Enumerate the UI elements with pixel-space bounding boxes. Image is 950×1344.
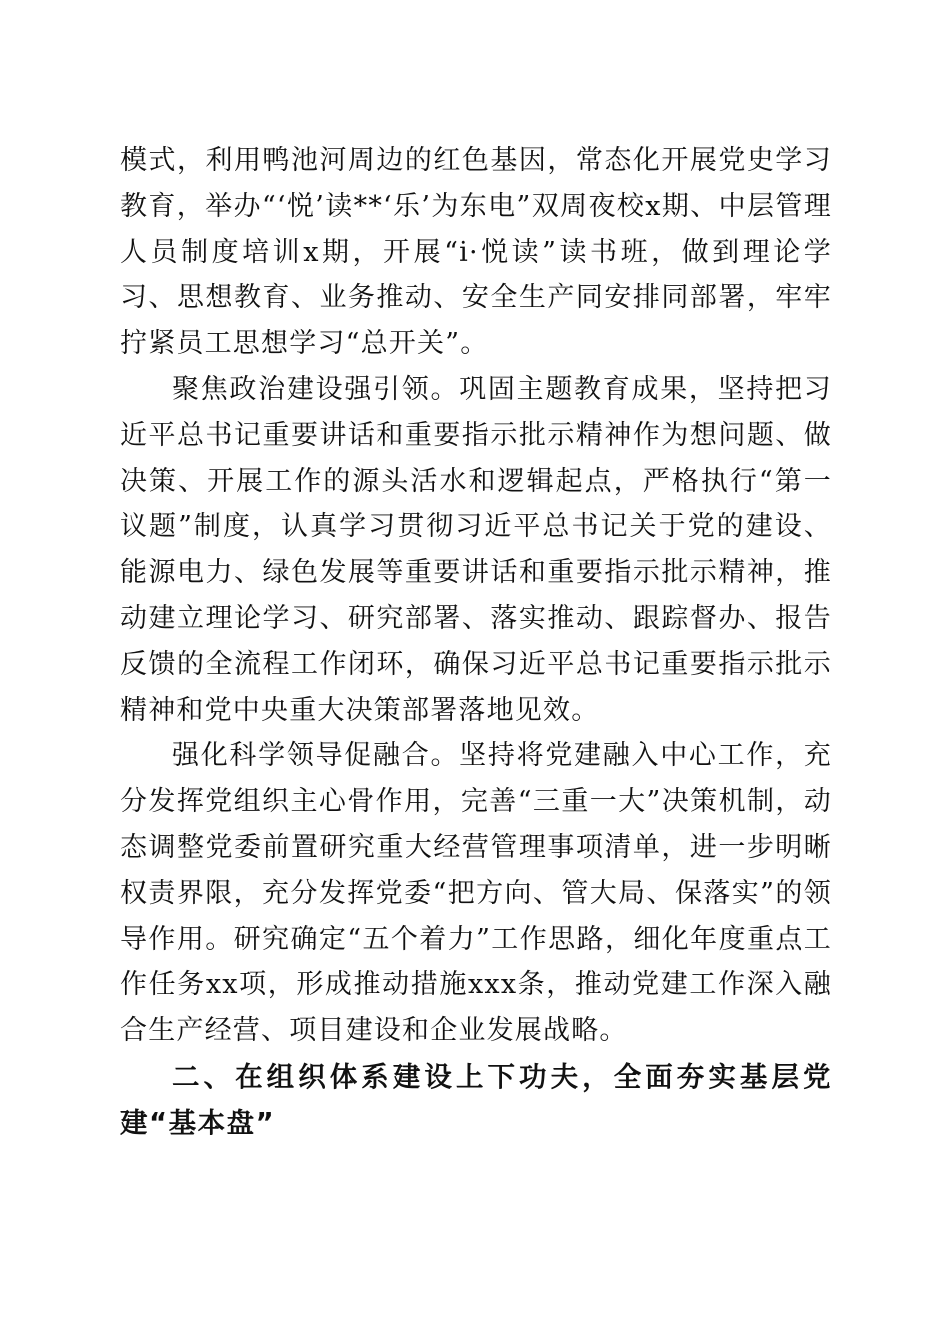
paragraph-scientific-leadership: 强化科学领导促融合。坚持将党建融入中心工作，充分发挥党组织主心骨作用，完善“三重一大”决策机制，动态调整党委前置研究重大经营管理事项清单，进一步明晰权责界限，充分发挥党委“把方向、管大局、保落实”的领导作用。研究确定“五个着力”工作思路，细化年度重点工作任务xx项，形成推动措施xxx条，推动党建工作深入融合生产经营、项目建设和企业发展战略。 bbox=[120, 740, 832, 1047]
paragraph-political-construction: 聚焦政治建设强引领。巩固主题教育成果，坚持把习近平总书记重要讲话和重要指示批示精神作为想问题、做决策、开展工作的源头活水和逻辑起点，严格执行“第一议题”制度，认真学习贯彻习近平总书记关于党的建设、能源电力、绿色发展等重要讲话和重要指示批示精神，推动建立理论学习、研究部署、落实推动、跟踪督办、报告反馈的全流程工作闭环，确保习近平总书记重要指示批示精神和党中央重大决策部署落地见效。 bbox=[120, 373, 832, 726]
paragraph-continued: 模式，利用鸭池河周边的红色基因，常态化开展党史学习教育，举办“‘悦’读**‘乐’为东电”双周夜校x期、中层管理人员制度培训x期，开展“i·悦读”读书班，做到理论学习、思想教育、业务推动、安全生产同安排同部署，牢牢拧紧员工思想学习“总开关”。 bbox=[120, 145, 832, 360]
section-heading: 二、在组织体系建设上下功夫，全面夯实基层党建“基本盘” bbox=[120, 1060, 832, 1139]
document-body bbox=[120, 138, 832, 1146]
